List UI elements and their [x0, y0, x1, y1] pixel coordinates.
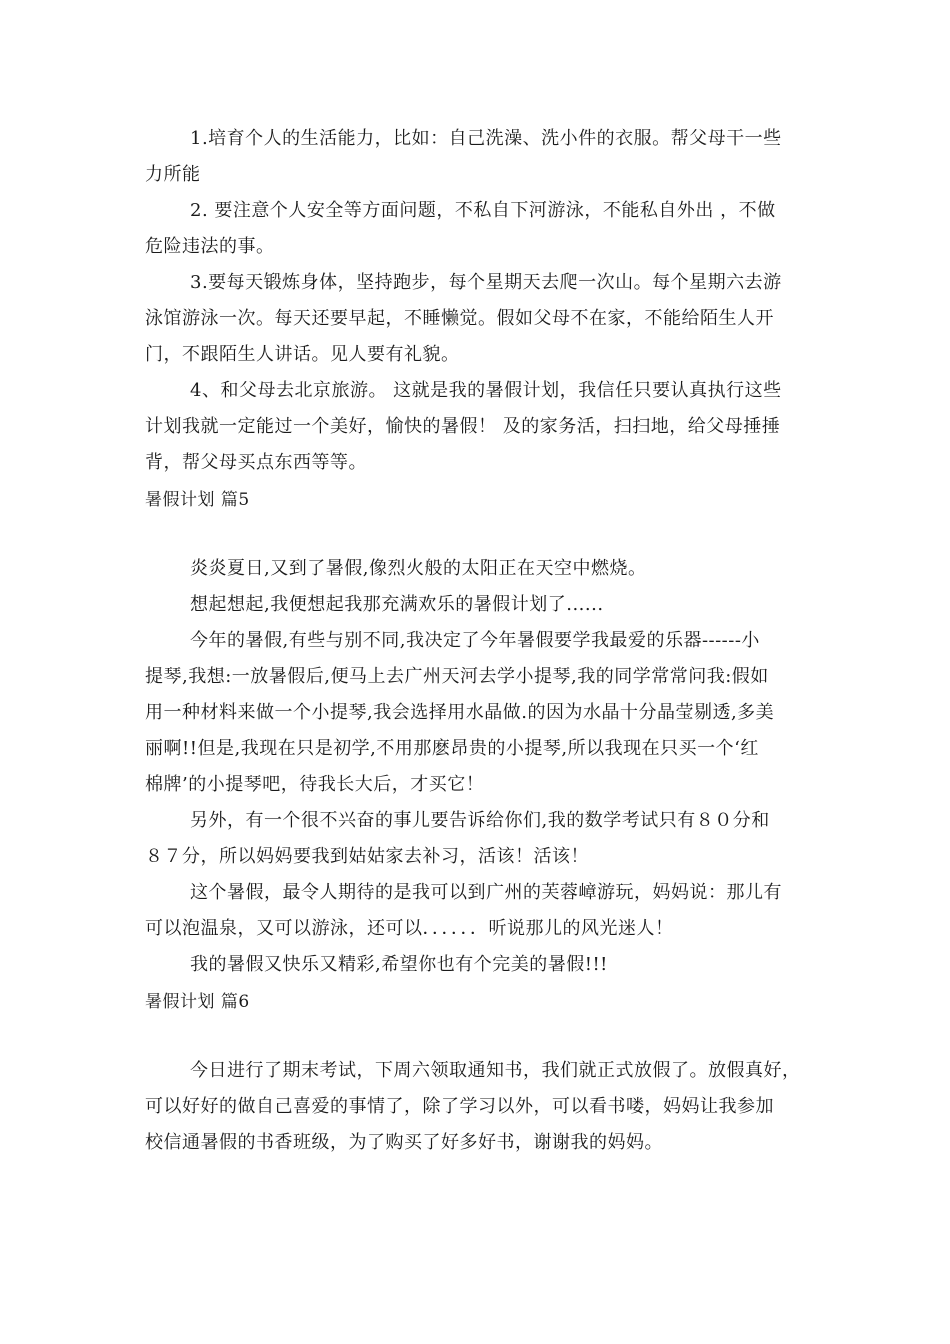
paragraph-line: 2. 要注意个人安全等方面问题，不私自下河游泳，不能私自外出 ，不做 [190, 200, 776, 221]
paragraph-line: 可以泡温泉，又可以游泳，还可以．．．．．．听说那儿的风光迷人！ [145, 918, 674, 939]
paragraph-line: 这个暑假，最令人期待的是我可以到广州的芙蓉嶂游玩，妈妈说：那儿有 [190, 882, 782, 903]
paragraph-line: 背，帮父母买点东西等等。 [145, 452, 367, 473]
paragraph-line: 棉牌’的小提琴吧，待我长大后，才买它！ [145, 774, 485, 795]
paragraph-line: 泳馆游泳一次。每天还要早起，不睡懒觉。假如父母不在家，不能给陌生人开 [145, 308, 774, 329]
section-heading: 暑假计划 篇6 [145, 992, 250, 1012]
paragraph-line: 1.培育个人的生活能力，比如：自己洗澡、洗小件的衣服。帮父母干一些 [190, 128, 782, 149]
paragraph-line: 今日进行了期末考试，下周六领取通知书，我们就正式放假了。放假真好， [190, 1060, 801, 1081]
paragraph-line: 3.要每天锻炼身体，坚持跑步，每个星期天去爬一次山。每个星期六去游 [190, 272, 782, 293]
paragraph-line: 提琴,我想:一放暑假后,便马上去广州天河去学小提琴,我的同学常常问我:假如 [145, 666, 769, 687]
paragraph-line: 另外，有一个很不兴奋的事儿要告诉给你们,我的数学考试只有８０分和 [190, 810, 770, 831]
paragraph-line: 我的暑假又快乐又精彩,希望你也有个完美的暑假!!! [190, 954, 608, 975]
paragraph-line: 丽啊!!但是,我现在只是初学,不用那麽昂贵的小提琴,所以我现在只买一个‘红 [145, 738, 759, 759]
paragraph-line: 今年的暑假,有些与别不同,我决定了今年暑假要学我最爱的乐器------小 [190, 630, 760, 651]
paragraph-line: ８７分，所以妈妈要我到姑姑家去补习，活该！活该！ [145, 846, 589, 867]
paragraph-line: 计划我就一定能过一个美好，愉快的暑假！ 及的家务活，扫扫地，给父母捶捶 [145, 416, 781, 437]
paragraph-line: 炎炎夏日,又到了暑假,像烈火般的太阳正在天空中燃烧。 [190, 558, 647, 579]
paragraph-line: 力所能 [145, 164, 201, 185]
paragraph-line: 校信通暑假的书香班级，为了购买了好多好书，谢谢我的妈妈。 [145, 1132, 663, 1153]
paragraph-line: 用一种材料来做一个小提琴,我会选择用水晶做.的因为水晶十分晶莹剔透,多美 [145, 702, 775, 723]
paragraph-line: 可以好好的做自己喜爱的事情了，除了学习以外，可以看书喽，妈妈让我参加 [145, 1096, 774, 1117]
paragraph-line: 门，不跟陌生人讲话。见人要有礼貌。 [145, 344, 460, 365]
paragraph-line: 4、和父母去北京旅游。 这就是我的暑假计划，我信任只要认真执行这些 [190, 380, 782, 401]
paragraph-line: 想起想起,我便想起我那充满欢乐的暑假计划了...... [190, 594, 604, 615]
section-heading: 暑假计划 篇5 [145, 490, 250, 510]
paragraph-line: 危险违法的事。 [145, 236, 275, 257]
